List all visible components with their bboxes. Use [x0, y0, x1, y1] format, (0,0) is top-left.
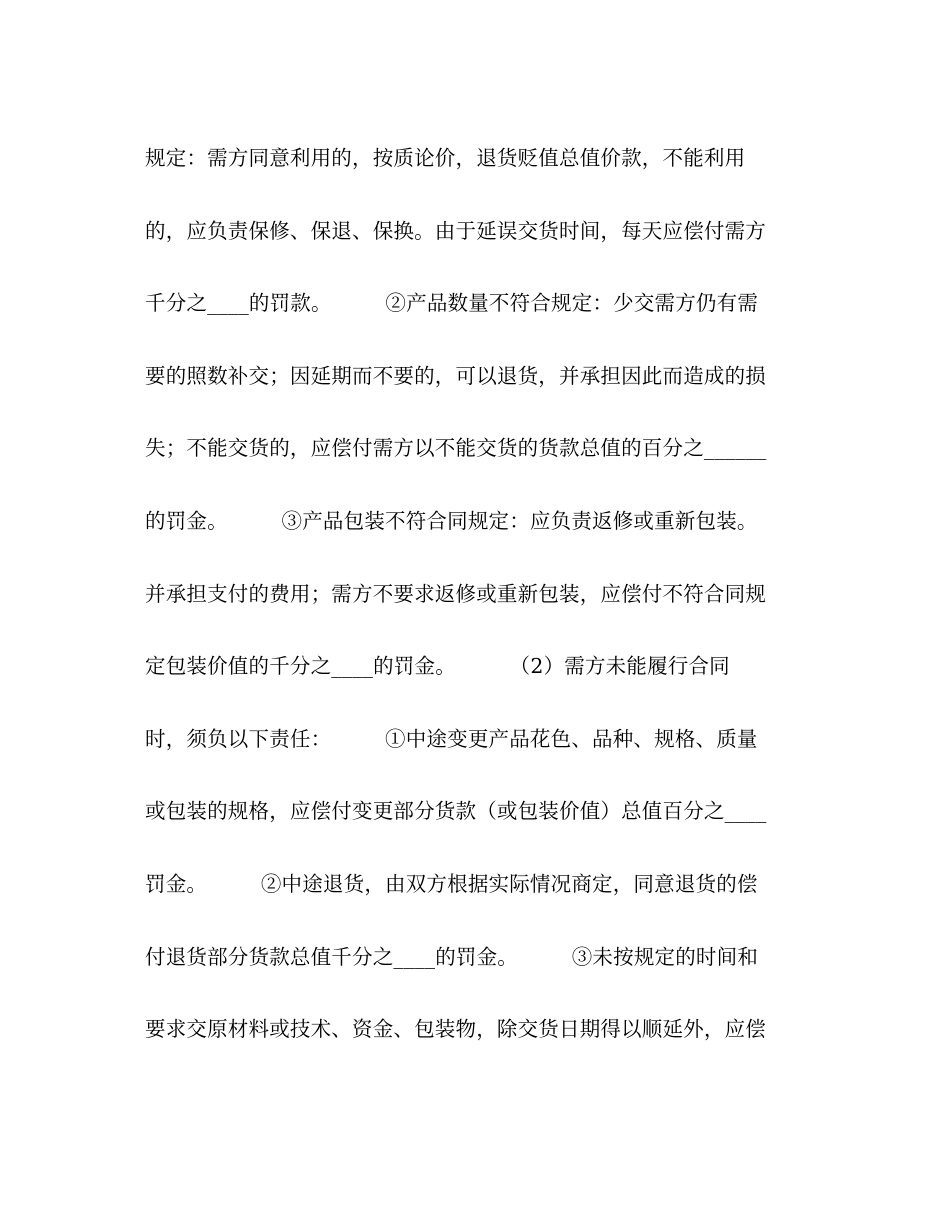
text-line: 要的照数补交；因延期而不要的，可以退货，并承担因此而造成的损: [145, 363, 766, 388]
text-line: 要求交原材料或技术、资金、包装物，除交货日期得以顺延外，应偿: [145, 1017, 766, 1042]
text-line: 或包装的规格，应偿付变更部分货款（或包装价值）总值百分之____: [145, 799, 767, 824]
text-line: 规定：需方同意利用的，按质论价，退货贬值总值价款，不能利用: [145, 146, 746, 170]
text-line: 并承担支付的费用；需方不要求返修或重新包装，应偿付不符合同规: [145, 581, 766, 606]
contract-text-block: [145, 136, 805, 1080]
text-line: 付退货部分货款总值千分之____的罚金。 ③未按规定的时间和: [145, 944, 759, 969]
text-line: 失；不能交货的，应偿付需方以不能交货的货款总值的百分之______: [145, 436, 767, 461]
text-line: 的，应负责保修、保退、保换。由于延误交货时间，每天应偿付需方: [145, 218, 766, 243]
text-line: 的罚金。 ③产品包装不符合同规定：应负责返修或重新包装。: [145, 508, 758, 533]
text-line: 定包装价值的千分之____的罚金。 （2）需方未能履行合同: [145, 654, 730, 679]
text-line: 时，须负以下责任： ①中途变更产品花色、品种、规格、质量: [145, 726, 758, 751]
text-line: 千分之____的罚款。 ②产品数量不符合规定：少交需方仍有需: [145, 291, 759, 316]
text-line: 罚金。 ②中途退货，由双方根据实际情况商定，同意退货的偿: [145, 871, 758, 896]
